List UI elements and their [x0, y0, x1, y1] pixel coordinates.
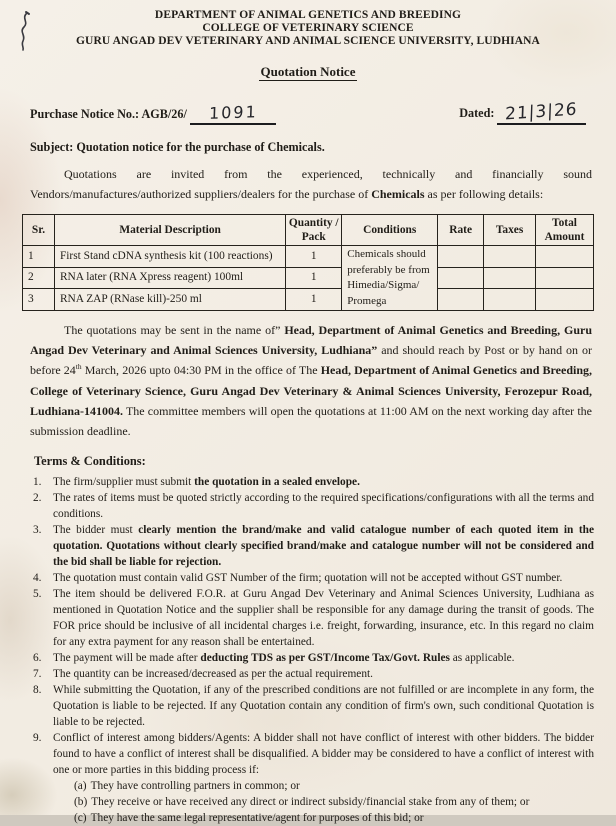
terms-item-number: 4.: [33, 572, 42, 585]
purchase-notice-field: [30, 103, 276, 125]
date-handwritten: 21|3|26: [505, 99, 579, 125]
terms-subitem: [32, 794, 594, 810]
text-segment: and should reach by Post or by hand on or before 24: [30, 343, 592, 378]
header-line-3: GURU ANGAD DEV VETERINARY AND ANIMAL SCIENCE UNIVERSITY, LUDHIANA: [76, 35, 540, 48]
terms-item: [32, 570, 594, 586]
terms-item: [32, 730, 594, 778]
terms-item-number: 5.: [33, 588, 42, 601]
terms-item: [32, 586, 594, 650]
header-line-2: COLLEGE OF VETERINARY SCIENCE: [202, 22, 414, 35]
description-cell: RNA ZAP (RNase kill)-250 ml: [54, 289, 285, 311]
text-segment: the quotation in a sealed envelope.: [194, 476, 360, 489]
subject-line: Subject: Quotation notice for the purchase of Chemicals.: [30, 139, 325, 154]
total-amount-cell: [536, 267, 594, 289]
terms-subitem: [32, 810, 594, 826]
qty-cell: 1: [286, 267, 342, 289]
table-header-cell: Total Amount: [536, 215, 594, 246]
terms-subitem-label: (b): [74, 796, 88, 809]
terms-subitem-label: (a): [74, 780, 87, 793]
dated-field: [459, 99, 586, 125]
text-segment: The committee members will open the quotations at 11:00 AM on the next working day after the submission deadline.: [30, 403, 592, 439]
terms-subitem-text: They have the same legal representative/agent for purposes of this bid; or: [90, 812, 424, 825]
terms-item-number: 7.: [33, 668, 42, 681]
terms-item-number: 9.: [33, 732, 42, 745]
text-segment: The rates of items must be quoted strictly according to the required specifications/configurations with all the terms and conditions.: [53, 492, 594, 521]
date-line: [497, 99, 586, 125]
terms-item: [32, 666, 594, 682]
terms-list: [32, 474, 594, 826]
qty-cell: 1: [286, 246, 342, 268]
notice-title: Quotation Notice: [260, 63, 356, 79]
taxes-cell: [484, 267, 536, 289]
terms-item: [32, 682, 594, 730]
text-segment: Chemicals: [371, 186, 425, 201]
text-segment: clearly mention the brand/make and valid catalogue number of each quoted item in the quotation. Quotations without clearly specified brand/make and catalogue number will not be considered and the bid shall be liable for rejection.: [53, 524, 594, 569]
text-segment: The quantity can be increased/decreased as per the actual requirement.: [53, 668, 373, 681]
body-paragraph: [30, 320, 592, 441]
purchase-notice-number-handwritten: 1091: [208, 101, 258, 123]
text-segment: Conflict of interest among bidders/Agents: A bidder shall not have conflict of interest with other bidders. The bidder found to have a conflict of interest shall be disqualified. A bidder may be considered to have a conflict of interest with one or more parties in this bidding process if:: [53, 732, 594, 777]
rate-cell: [438, 289, 484, 311]
table-header-cell: Conditions: [342, 215, 438, 246]
terms-item: [32, 474, 594, 490]
terms-heading: Terms & Conditions:: [34, 454, 146, 469]
terms-item: [32, 490, 594, 522]
text-segment: The firm/supplier must submit: [53, 476, 195, 489]
table-header-cell: Rate: [438, 215, 484, 246]
table-row: [23, 289, 594, 311]
text-segment: Head, Department of Animal Genetics and Breeding, College of Veterinary Science, Guru Angad Dev Veterinary & Animal Sciences University, Ferozepur Road, Ludhiana-141004.: [30, 363, 592, 418]
table-header-row: [23, 215, 594, 246]
terms-item: [32, 522, 594, 570]
taxes-cell: [484, 246, 536, 268]
terms-item: [32, 650, 594, 666]
terms-item-number: 6.: [33, 652, 42, 665]
sr-cell: 3: [23, 289, 55, 311]
intro-paragraph: [30, 164, 592, 204]
dated-label: Dated:: [459, 105, 495, 120]
sr-cell: 2: [23, 267, 55, 289]
purchase-notice-number-line: [190, 103, 276, 125]
text-segment: The quotation must contain valid GST Number of the firm; quotation will not be accepted without GST number.: [53, 572, 563, 585]
table-header-cell: Material Description: [54, 215, 285, 246]
table-body: [23, 246, 594, 311]
purchase-notice-label: Purchase Notice No.: AGB/26/: [30, 106, 187, 121]
table-header-cell: Sr.: [23, 215, 55, 246]
terms-item-number: 8.: [33, 684, 42, 697]
terms-subitem-text: They receive or have received any direct or indirect subsidy/financial stake from any of them; or: [91, 796, 530, 809]
text-segment: The bidder must: [53, 524, 139, 537]
rate-cell: [438, 246, 484, 268]
table-row: [23, 246, 594, 268]
taxes-cell: [484, 289, 536, 311]
text-segment: The payment will be made after: [53, 652, 201, 665]
conditions-cell: Chemicals should preferably be from Himedia/Sigma/ Promega: [342, 246, 438, 311]
terms-item-number: 1.: [33, 476, 42, 489]
terms-subitem: [32, 778, 594, 794]
terms-subitem-text: They have controlling partners in common; or: [90, 780, 300, 793]
purchase-notice-row: [30, 99, 586, 125]
qty-cell: 1: [286, 289, 342, 311]
rate-cell: [438, 267, 484, 289]
terms-item-number: 3.: [33, 524, 42, 537]
total-amount-cell: [536, 289, 594, 311]
text-segment: Quotations are invited from the experienced, technically and financially sound Vendors/manufactures/authorized suppliers/dealers for the purchase of: [30, 166, 592, 201]
text-segment: The item should be delivered F.O.R. at Guru Angad Dev Veterinary and Animal Sciences University, Ludhiana as mentioned in Quotation Notice and the supplier shall be responsible for any damage during the transit of goods. The FOR price should be inclusive of all incidental charges i.e. freight, forwarding, insurance, etc. In this regard no claim for any extra payment for any reason shall be entertained.: [53, 588, 594, 649]
text-segment: as applicable.: [449, 652, 515, 665]
table-row: [23, 267, 594, 289]
total-amount-cell: [536, 246, 594, 268]
sr-cell: 1: [23, 246, 55, 268]
description-cell: RNA later (RNA Xpress reagent) 100ml: [54, 267, 285, 289]
text-segment: The quotations may be sent in the name of”: [64, 323, 285, 338]
dept-header: [0, 0, 616, 49]
table-header-cell: Taxes: [484, 215, 536, 246]
description-cell: First Stand cDNA synthesis kit (100 reactions): [54, 246, 285, 268]
text-segment: th: [75, 362, 82, 372]
terms-item-number: 2.: [33, 492, 42, 505]
text-segment: Head, Department of Animal Genetics and Breeding, Guru Angad Dev Veterinary and Animal Sciences University, Ludhiana”: [30, 323, 592, 358]
text-segment: deducting TDS as per GST/Income Tax/Govt. Rules: [200, 652, 450, 665]
text-segment: as per following details:: [424, 186, 544, 201]
terms-subitem-label: (c): [74, 812, 87, 825]
materials-table: [22, 214, 594, 311]
text-segment: March, 2026 upto 04:30 PM in the office of The: [81, 363, 321, 378]
text-segment: While submitting the Quotation, if any of the prescribed conditions are not fulfilled or are incomplete in any form, the Quotation is liable to be rejected. If any Quotation contain any condition of firm's own, such conditional Quotation is liable to be rejected.: [53, 684, 594, 729]
header-line-1: DEPARTMENT OF ANIMAL GENETICS AND BREEDING: [154, 9, 462, 21]
ink-squiggle: [14, 10, 36, 54]
table-header-cell: Quantity / Pack: [286, 215, 342, 246]
